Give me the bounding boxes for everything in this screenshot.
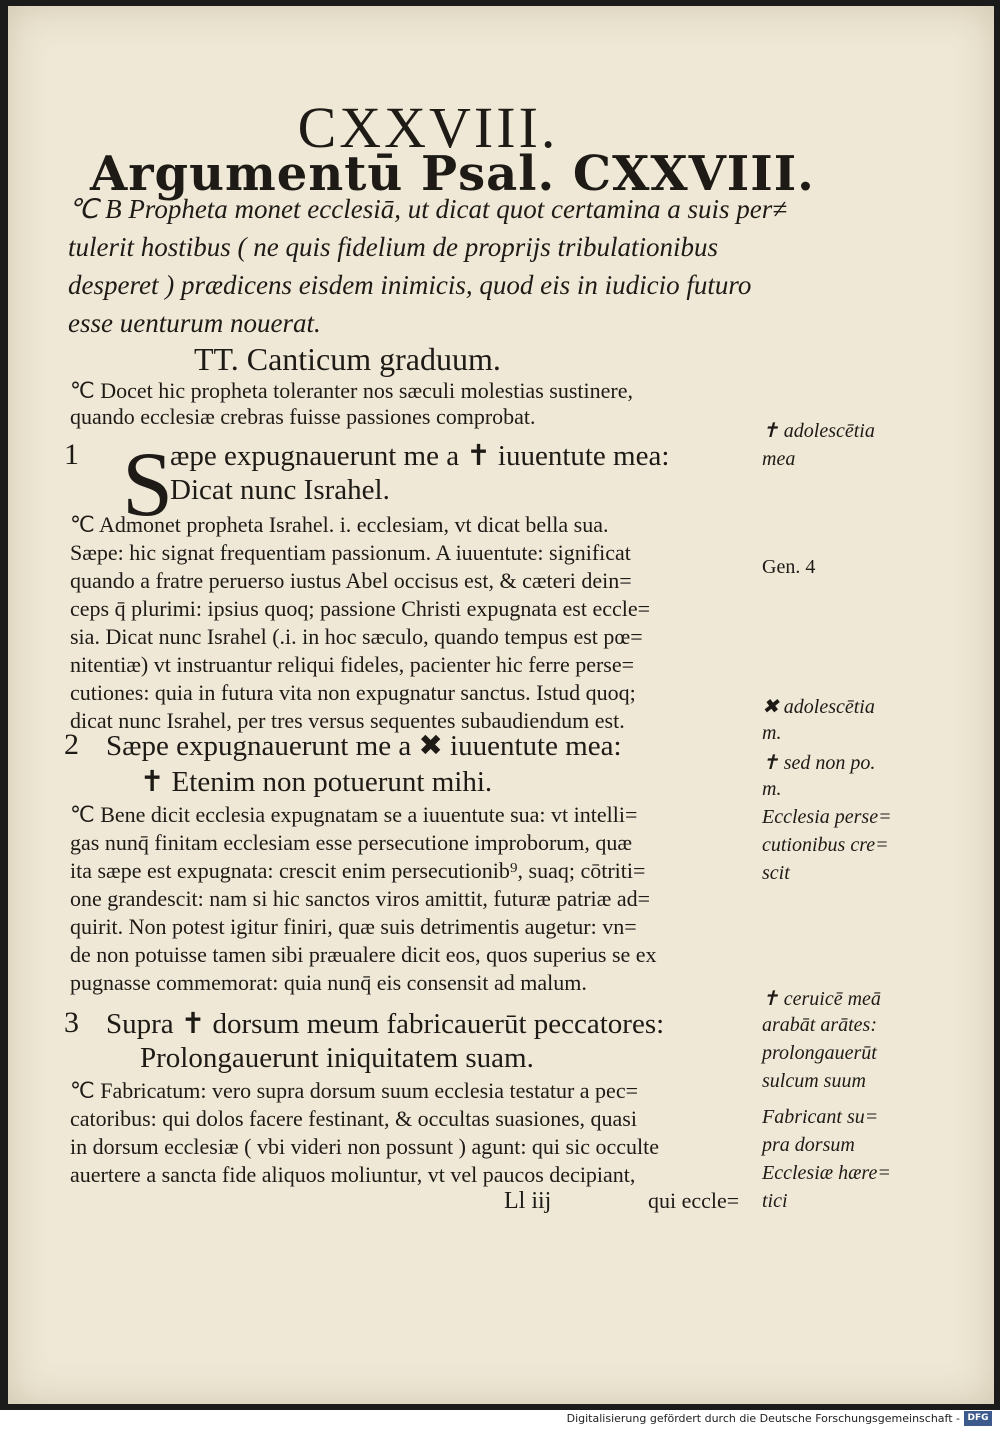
commentary-line: de non potuisse tamen sibi præualere dicit eos, quos superius se ex <box>70 942 657 967</box>
canticle-subtitle: TT. Canticum graduum. <box>194 341 501 377</box>
margin-note: arabāt arātes: <box>762 1014 877 1036</box>
dfg-logo: DFG <box>964 1411 992 1426</box>
signature-mark: Ll iij <box>504 1188 552 1214</box>
margin-note: Ecclesiæ hære= <box>762 1162 891 1184</box>
psalm-number-heading: CXXVIII. <box>297 95 559 160</box>
margin-note: cutionibus cre= <box>762 834 889 856</box>
argument-line: tulerit hostibus ( ne quis fidelium de proprijs tribulationibus <box>68 232 719 262</box>
commentary-line: catoribus: qui dolos facere festinant, & occultas suasiones, quasi <box>70 1106 637 1131</box>
drop-cap: S <box>122 433 174 535</box>
verse-line: Dicat nunc Israhel. <box>170 474 390 506</box>
verse-number: 3 <box>64 1006 79 1039</box>
commentary-line: auertere a sancta fide aliquos moliuntur, vt vel paucos decipiant, <box>70 1162 636 1187</box>
argument-line: esse uenturum nouerat. <box>68 308 321 338</box>
argument-line: ℃ B Propheta monet ecclesiā, ut dicat quot certamina a suis per≠ <box>68 194 788 224</box>
margin-note: ✝ adolescētia <box>762 420 875 442</box>
commentary-line: sia. Dicat nunc Israhel (.i. in hoc sæculo, quando tempus est pœ= <box>70 624 643 649</box>
margin-note: prolongauerūt <box>762 1042 877 1064</box>
argument-line: desperet ) prædicens eisdem inimicis, quod eis in iudicio futuro <box>68 270 752 300</box>
commentary-line: Sæpe: hic signat frequentiam passionum. A iuuentute: significat <box>70 540 631 565</box>
margin-note: tici <box>762 1190 788 1212</box>
verse-line: ✝ Etenim non potuerunt mihi. <box>140 766 493 798</box>
margin-note: ✖ adolescētia <box>762 696 875 718</box>
commentary-line: one grandescit: nam si hic sanctos viros amittit, futuræ patriæ ad= <box>70 886 651 911</box>
margin-note: mea <box>762 448 796 470</box>
verse-line: Supra ✝ dorsum meum fabricauerūt peccatores: <box>106 1008 665 1040</box>
verse-line: æpe expugnauerunt me a ✝ iuuentute mea: <box>170 440 670 472</box>
commentary-line: quando a fratre peruerso iustus Abel occisus est, & cæteri dein= <box>70 568 632 593</box>
commentary-line: nitentiæ) vt instruantur reliqui fideles, pacienter hic ferre perse= <box>70 652 635 677</box>
margin-note: scit <box>762 862 790 884</box>
margin-note: ✝ sed non po. <box>762 752 876 774</box>
catchword: qui eccle= <box>648 1188 740 1213</box>
commentary-line: pugnasse commemorat: quia nunq̄ eis consensit ad malum. <box>70 970 587 995</box>
commentary-line: dicat nunc Israhel, per tres versus sequentes subaudiendum est. <box>70 708 625 733</box>
margin-note: m. <box>762 778 782 800</box>
commentary-line: quirit. Non potest igitur finiri, quæ suis detrimentis augetur: vn= <box>70 914 637 939</box>
verse-number: 1 <box>64 438 79 471</box>
margin-note: m. <box>762 722 782 744</box>
argument-title: Argumentū Psal. CXXVIII. <box>90 146 815 202</box>
margin-note: pra dorsum <box>762 1134 855 1156</box>
margin-note: Ecclesia perse= <box>762 806 892 828</box>
margin-note: sulcum suum <box>762 1070 866 1092</box>
book-page <box>8 6 994 1404</box>
commentary-line: in dorsum ecclesiæ ( vbi videri non possunt ) agunt: qui sic occulte <box>70 1134 660 1159</box>
commentary-line: gas nunq̄ finitam ecclesiam esse persecutione improborum, quæ <box>70 830 633 855</box>
footer-bar <box>0 1410 1000 1429</box>
funding-notice: Digitalisierung gefördert durch die Deutsche Forschungsgemeinschaft - <box>566 1412 960 1425</box>
verse-line: Sæpe expugnauerunt me a ✖ iuuentute mea: <box>106 730 622 762</box>
margin-note: Gen. 4 <box>762 556 816 578</box>
margin-note: ✝ ceruicē meā <box>762 988 881 1010</box>
commentary-line: cutiones: quia in futura vita non expugnatur sanctus. Istud quoq; <box>70 680 636 705</box>
commentary-line: ceps q̄ plurimi: ipsius quoq; passione Christi expugnata est eccle= <box>70 596 651 621</box>
intro-line: ℃ Docet hic propheta toleranter nos sæculi molestias sustinere, <box>70 378 633 403</box>
margin-note: Fabricant su= <box>762 1106 879 1128</box>
commentary-line: ℃ Bene dicit ecclesia expugnatam se a iuuentute sua: vt intelli= <box>70 802 638 827</box>
verse-line: Prolongauerunt iniquitatem suam. <box>140 1042 534 1074</box>
verse-number: 2 <box>64 728 79 761</box>
commentary-line: ita sæpe est expugnata: crescit enim persecutionib⁹, suaq; cōtriti= <box>70 858 646 883</box>
commentary-line: ℃ Admonet propheta Israhel. i. ecclesiam, vt dicat bella sua. <box>70 512 609 537</box>
intro-line: quando ecclesiæ crebras fuisse passiones comprobat. <box>70 404 536 429</box>
commentary-line: ℃ Fabricatum: vero supra dorsum suum ecclesia testatur a pec= <box>70 1078 638 1103</box>
